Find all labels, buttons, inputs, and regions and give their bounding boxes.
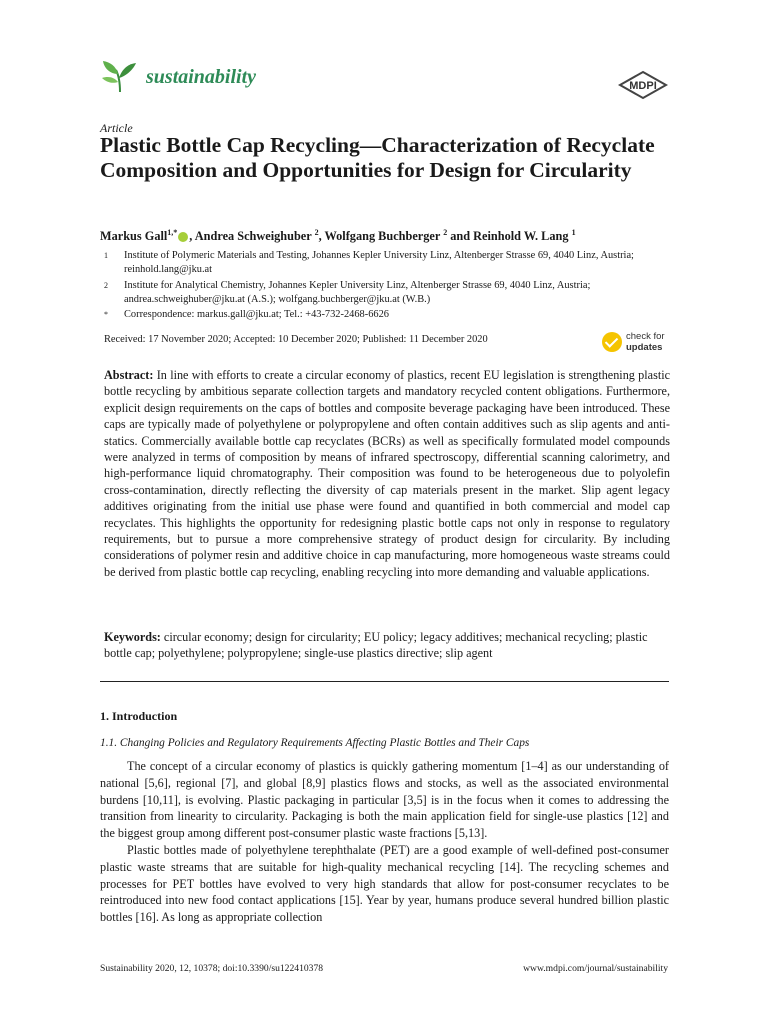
correspondence: * Correspondence: markus.gall@jku.at; Tel.: +43-732-2468-6626 xyxy=(104,309,389,320)
section-heading: 1. Introduction xyxy=(100,709,178,723)
author-list: Markus Gall$^{1,*}$ , Andrea Schweighuber $^2$, Wolfgang Buchberger $^2$ and Reinhold W. Lang $^1$ xyxy=(100,228,576,244)
affiliation: 1 Institute of Polymeric Materials and Testing, Johannes Kepler University Linz, Altenberger Strasse 69, 4040 Linz, Austria; reinhold.lang@jku.at xyxy=(104,250,634,275)
journal-name[interactable]: sustainability xyxy=(146,66,257,88)
author-sup: 2 xyxy=(314,228,319,237)
check-for-updates-button[interactable]: check for updates xyxy=(602,330,672,354)
subsection-heading: 1.1. Changing Policies and Regulatory Requirements Affecting Plastic Bottles and Their Caps xyxy=(100,737,530,749)
publisher-name: MDPI xyxy=(629,80,657,92)
abstract xyxy=(104,367,670,580)
paragraph: Plastic bottles made of polyethylene terephthalate (PET) are a good example of well-defined post-consumer plastic waste streams that are suitable for high-quality mechanical recycling [14]. The recycling schemes and processes for PET bottles have evolved to very high standards that allow for post-consumer recyclates to be reintroduced into new food contact applications [15]. Year by year, humans produce several hundred billion plastic bottles [16]. As long as appropriate collection xyxy=(100,842,669,925)
publication-dates: Received: 17 November 2020; Accepted: 10 December 2020; Published: 11 December 2020 xyxy=(104,334,488,345)
author-name[interactable]: Markus Gall xyxy=(100,229,168,244)
abstract-label: Abstract: xyxy=(104,368,154,382)
footer-citation: Sustainability 2020, 12, 10378; doi:10.3390/su122410378 xyxy=(100,963,324,974)
mdpi-logo-icon[interactable] xyxy=(616,70,670,100)
orcid-icon[interactable] xyxy=(178,232,188,242)
article-type: Article xyxy=(100,121,133,135)
keywords xyxy=(104,629,670,662)
keywords-text: circular economy; design for circularity; EU policy; legacy additives; mechanical recycling; plastic bottle cap; polyethylene; polypropylene; single-use plastics directive; slip agent xyxy=(104,630,648,661)
keywords-label: Keywords: xyxy=(104,630,161,644)
author-sup: 2 xyxy=(443,228,448,237)
check-icon xyxy=(602,332,622,352)
author-name[interactable]: Andrea Schweighuber xyxy=(194,229,312,244)
page-title: Plastic Bottle Cap Recycling—Characterization of Recyclate Composition and Opportunities for Design for Circularity xyxy=(100,133,655,182)
footer-url[interactable]: www.mdpi.com/journal/sustainability xyxy=(523,963,668,974)
author-name[interactable]: Wolfgang Buchberger xyxy=(324,229,441,244)
author-sup: 1,* xyxy=(167,228,178,237)
author-name[interactable]: Reinhold W. Lang xyxy=(473,229,569,244)
author-sup: 1 xyxy=(571,228,576,237)
paragraph: The concept of a circular economy of plastics is quickly gathering momentum [1–4] as our understanding of national [5,6], regional [7], and global [8,9] plastics flows and stocks, as well as the associated environmental burdens [10,11], is evolving. Plastic packaging in particular [3,5] is in the focus when it comes to addressing the transition from linearity to circularity. Packaging is both the main application field for single-use plastics [12] and the biggest group among different post-consumer plastic waste fractions [5,13]. xyxy=(100,759,669,841)
journal-logo-icon xyxy=(100,58,140,94)
affiliation: 2 Institute for Analytical Chemistry, Johannes Kepler University Linz, Altenberger Strasse 69, 4040 Linz, Austria; andrea.schweighuber@jku.at (A.S.); wolfgang.buchberger@jku.at (W.B.) xyxy=(104,280,591,305)
body-text xyxy=(100,758,669,926)
divider xyxy=(100,681,669,682)
abstract-text: In line with efforts to create a circular economy of plastics, recent EU legislation is strengthening plastic bottle recycling by ambitious separate collection targets and mandatory recycled content obligations. Furthermore, explicit design requirements on the caps of bottles and composite beverage packaging have been introduced. These caps are typically made of polyethylene or polypropylene and often contain additives such as slip agents and anti-statics. Commercially available bottle cap recyclates (BCRs) as well as specifically formulated model compounds were analyzed in terms of composition by means of infrared spectroscopy, differential scanning calorimetry, and high-performance liquid chromatography. Their composition was found to be heterogeneous due to polyolefin cross-contamination, directly reflecting the diversity of cap materials present in the market. Slip agent legacy additives originating from the initial use phase were found and quantified in both commercial and model cap recyclates. This highlights the opportunity for redesigning plastic bottle caps not only in response to regulatory requirements, but to pursue a more comprehensive strategy of product design for circularity. By including considerations of polymer resin and additive choice in cap manufacturing, more homogeneous waste streams could be derived from plastic bottle cap recycling, enabling recycling into more demanding and valuable applications. xyxy=(104,368,670,579)
